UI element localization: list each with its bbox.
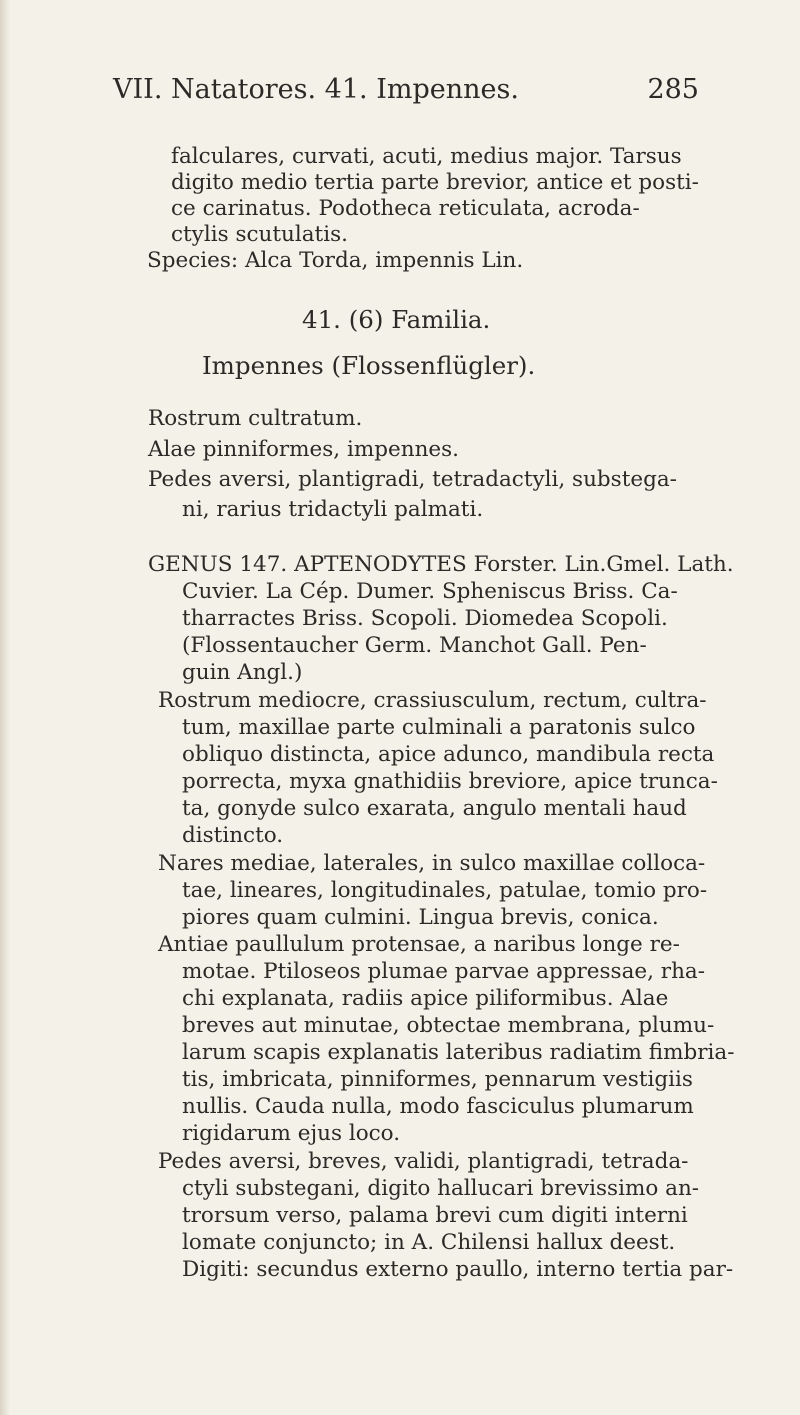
genus-heading: GENUS 147. APTENODYTES Forster. Lin.Gmel. Lath. xyxy=(148,552,734,577)
text-line: Antiae paullulum protensae, a naribus longe re- xyxy=(158,932,680,957)
text-line: ctylis scutulatis. xyxy=(171,222,348,247)
text-line: larum scapis explanatis lateribus radiatim fimbria- xyxy=(182,1040,735,1065)
text-line: tis, imbricata, pinniformes, pennarum vestigiis xyxy=(182,1067,693,1092)
text-line: digito medio tertia parte brevior, antice et posti- xyxy=(171,170,699,195)
text-line: Rostrum cultratum. xyxy=(148,406,363,431)
page-number: 285 xyxy=(647,74,699,105)
species-line: Species: Alca Torda, impennis Lin. xyxy=(147,248,524,273)
text-line: ni, rarius tridactyli palmati. xyxy=(182,497,484,522)
text-line: Digiti: secundus externo paullo, interno tertia par- xyxy=(182,1257,734,1282)
header-title: VII. Natatores. 41. Impennes. xyxy=(113,74,519,105)
text-line: Nares mediae, laterales, in sulco maxillae colloca- xyxy=(158,851,706,876)
text-line: (Flossentaucher Germ. Manchot Gall. Pen- xyxy=(182,633,647,658)
text-line: tum, maxillae parte culminali a paratonis sulco xyxy=(182,715,696,740)
text-line: rigidarum ejus loco. xyxy=(182,1121,401,1146)
text-line: Alae pinniformes, impennes. xyxy=(148,437,460,462)
text-line: ta, gonyde sulco exarata, angulo mentali haud xyxy=(182,796,687,821)
text-line: guin Angl.) xyxy=(182,660,303,685)
text-line: tae, lineares, longitudinales, patulae, tomio pro- xyxy=(182,878,708,903)
text-line: distincto. xyxy=(182,823,284,848)
text-line: falculares, curvati, acuti, medius major. Tarsus xyxy=(171,144,682,169)
text-line: chi explanata, radiis apice piliformibus. Alae xyxy=(182,986,669,1011)
text-line: nullis. Cauda nulla, modo fasciculus plumarum xyxy=(182,1094,694,1119)
text-line: ctyli substegani, digito hallucari brevissimo an- xyxy=(182,1176,700,1201)
text-line: Cuvier. La Cép. Dumer. Spheniscus Briss. Ca- xyxy=(182,579,678,604)
text-line: piores quam culmini. Lingua brevis, conica. xyxy=(182,905,659,930)
text-line: breves aut minutae, obtectae membrana, plumu- xyxy=(182,1013,715,1038)
text-line: ce carinatus. Podotheca reticulata, acroda- xyxy=(171,196,640,221)
text-line: lomate conjuncto; in A. Chilensi hallux deest. xyxy=(182,1230,676,1255)
page-spine-shadow xyxy=(0,0,10,1415)
text-line: tharractes Briss. Scopoli. Diomedea Scopoli. xyxy=(182,606,668,631)
text-line: porrecta, myxa gnathidiis breviore, apice trunca- xyxy=(182,769,718,794)
running-header xyxy=(113,74,699,114)
text-line: Pedes aversi, breves, validi, plantigradi, tetrada- xyxy=(158,1149,689,1174)
text-line: Pedes aversi, plantigradi, tetradactyli, substega- xyxy=(148,467,677,492)
text-line: obliquo distincta, apice adunco, mandibula recta xyxy=(182,742,715,767)
family-title: Impennes (Flossenflügler). xyxy=(202,351,536,380)
text-line: Rostrum mediocre, crassiusculum, rectum, cultra- xyxy=(158,688,707,713)
family-heading: 41. (6) Familia. xyxy=(302,305,491,334)
text-line: motae. Ptiloseos plumae parvae appressae, rha- xyxy=(182,959,706,984)
text-line: trorsum verso, palama brevi cum digiti interni xyxy=(182,1203,688,1228)
